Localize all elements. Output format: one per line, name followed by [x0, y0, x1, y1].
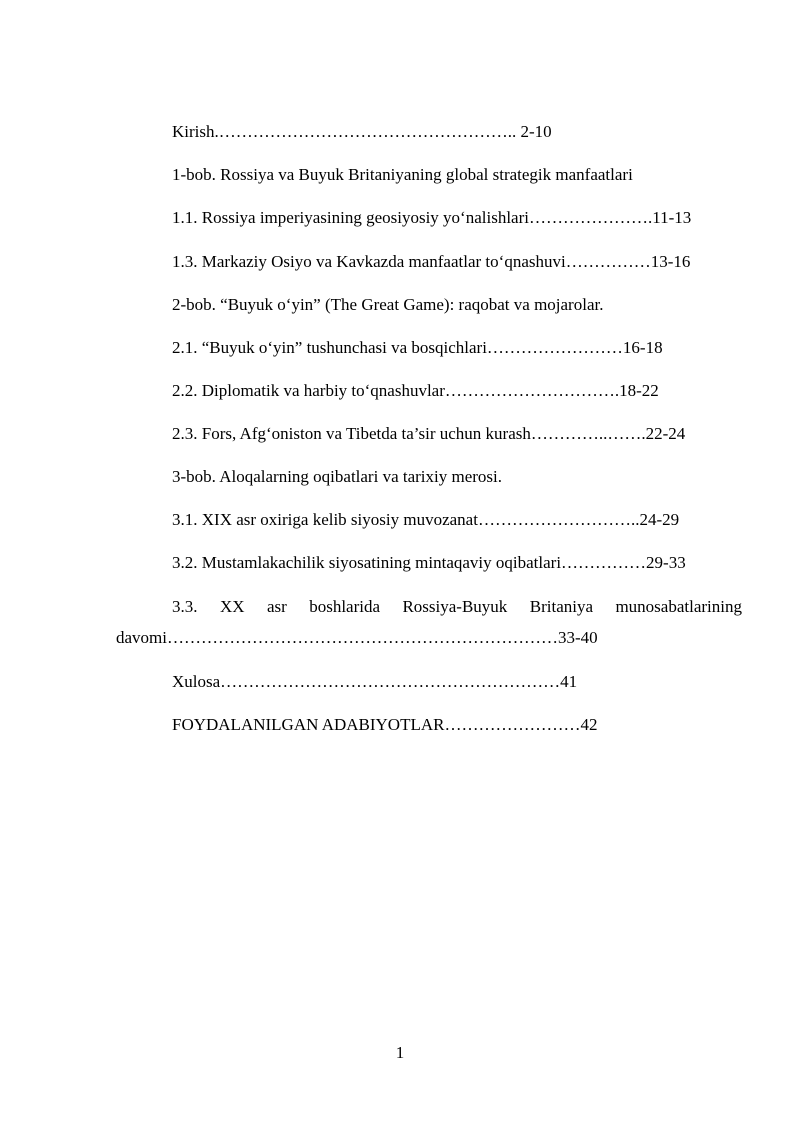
toc-word: Rossiya-Buyuk — [402, 597, 508, 616]
toc-entry-1-1: 1.1. Rossiya imperiyasining geosiyosiy yo‘nalishlari………………….11-13 — [172, 208, 692, 227]
toc-entry-3-2: 3.2. Mustamlakachilik siyosatining mintaqaviy oqibatlari……………29-33 — [172, 553, 686, 572]
toc-word: boshlarida — [309, 597, 381, 616]
toc-chapter-3: 3-bob. Aloqalarning oqibatlari va tarixiy merosi. — [172, 467, 503, 486]
toc-word: munosabatlarining — [615, 597, 742, 616]
toc-chapter-1: 1-bob. Rossiya va Buyuk Britaniyaning global strategik manfaatlari — [172, 165, 633, 184]
toc-word: Britaniya — [529, 597, 594, 616]
toc-entry-bibliography: FOYDALANILGAN ADABIYOTLAR……………………42 — [172, 715, 598, 734]
toc-entry-3-1: 3.1. XIX asr oxiriga kelib siyosiy muvozanat………………………..24-29 — [172, 510, 680, 529]
toc-entry-2-3: 2.3. Fors, Afg‘oniston va Tibetda ta’sir uchun kurash…………..…….22-24 — [172, 424, 686, 443]
toc-word: asr — [266, 597, 287, 616]
toc-entry-kirish: Kirish.…………………………………………….. 2-10 — [172, 122, 552, 141]
toc-entry-3-3-first-line — [172, 596, 742, 618]
toc-entry-2-1: 2.1. “Buyuk o‘yin” tushunchasi va bosqichlari……………………16-18 — [172, 338, 663, 357]
toc-chapter-2: 2-bob. “Buyuk o‘yin” (The Great Game): raqobat va mojarolar. — [172, 295, 604, 314]
toc-entry-2-2: 2.2. Diplomatik va harbiy to‘qnashuvlar………………………….18-22 — [172, 381, 659, 400]
toc-entry-xulosa: Xulosa……………………………………………………41 — [172, 672, 578, 691]
toc-entry-3-3-continuation: davomi……………………………………………………………33-40 — [116, 628, 598, 647]
toc-entry-1-3: 1.3. Markaziy Osiyo va Kavkazda manfaatlar to‘qnashuvi……………13-16 — [172, 252, 691, 271]
page-number: 1 — [395, 1043, 405, 1062]
toc-word: 3.3. — [172, 597, 198, 616]
toc-word: XX — [219, 597, 245, 616]
